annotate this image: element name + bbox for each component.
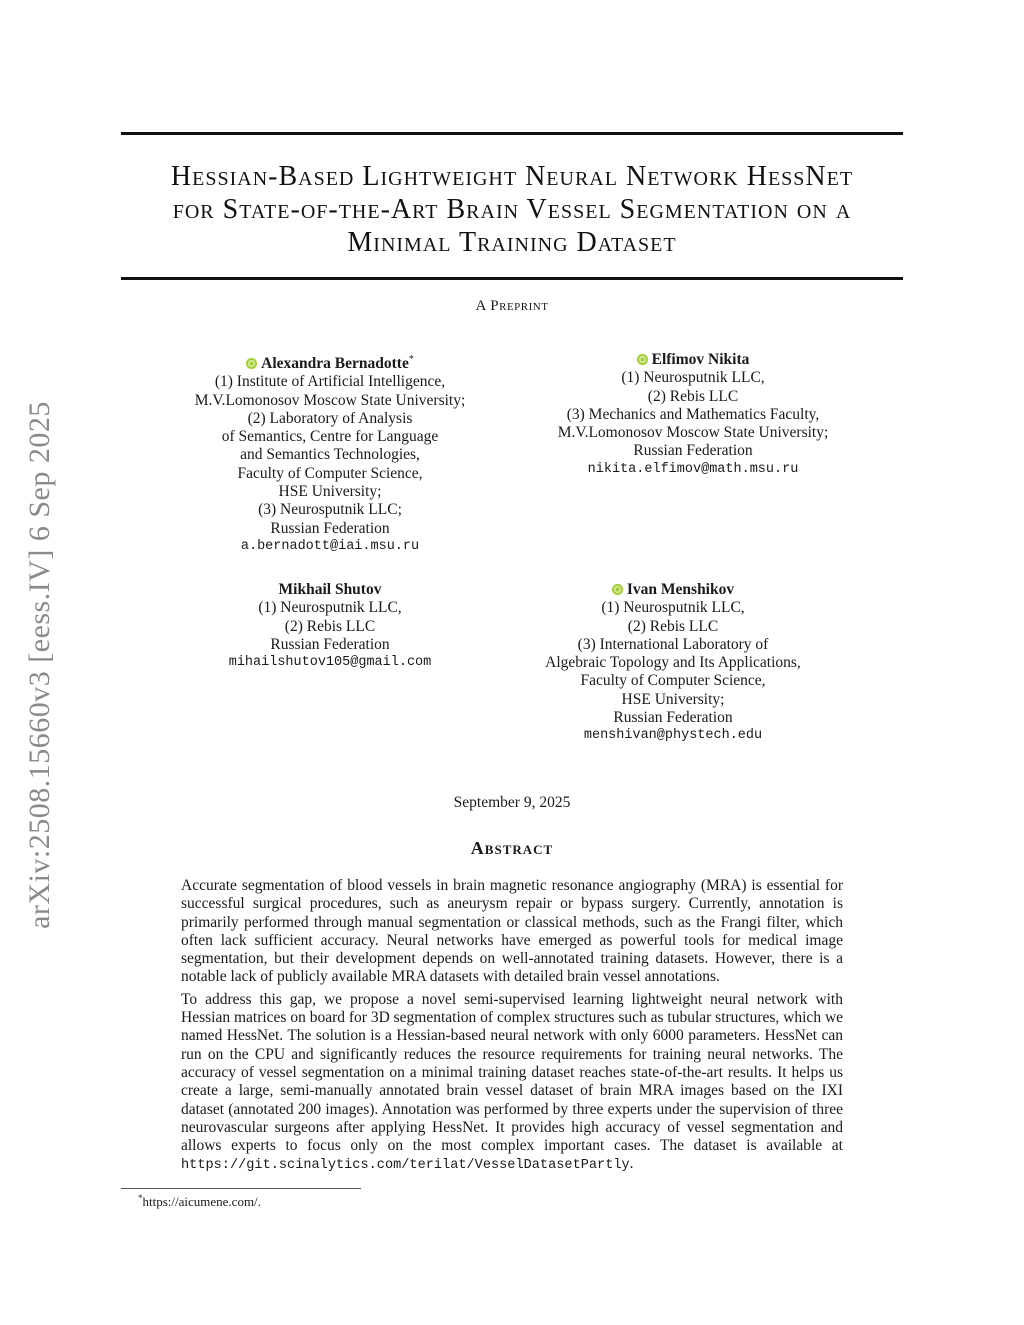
affiliation-line: HSE University;	[621, 690, 725, 708]
footnote	[138, 1193, 261, 1210]
author-block-bernadotte	[180, 351, 480, 556]
affiliation-line: (2) Rebis LLC	[647, 387, 739, 405]
paper-title	[121, 160, 903, 259]
affiliation-line: Russian Federation	[270, 519, 390, 537]
affiliation-line: (1) Neurosputnik LLC,	[258, 599, 402, 617]
abstract-paragraph: Accurate segmentation of blood vessels in brain magnetic resonance angiography (MRA) is essential for successful surgical procedures, such as aneurysm repair or bypass surgery. Currently, annotation is primarily performed through manual segmentation or classical methods, such as the Frangi filter, which often lack sufficient accuracy. Neural networks have emerged as powerful tools for medical image segmentation, but their development depends on well-annotated training datasets. However, there is a notable lack of publicly available MRA datasets with detailed brain vessel annotations.	[181, 877, 843, 986]
affiliation-line: (1) Institute of Artificial Intelligence,	[214, 373, 446, 391]
author-email[interactable]: a.bernadott@iai.msu.ru	[240, 538, 420, 554]
affiliation-line: Russian Federation	[270, 635, 390, 653]
title-rule-bottom	[121, 277, 903, 280]
author-block-shutov	[180, 581, 480, 672]
orcid-icon[interactable]	[637, 354, 648, 365]
author-name: Elfimov Nikita	[533, 351, 853, 369]
affiliation-line: Russian Federation	[613, 709, 733, 727]
affiliation-line: (3) International Laboratory of	[577, 635, 769, 653]
author-email[interactable]: mihailshutov105@gmail.com	[228, 655, 432, 671]
footnote-marker: *	[408, 354, 414, 365]
footnote-rule	[121, 1188, 361, 1189]
title-line: for State-of-the-Art Brain Vessel Segmentation on a	[172, 194, 852, 225]
affiliation-line: M.V.Lomonosov Moscow State University;	[194, 391, 466, 409]
preprint-label: A Preprint	[475, 298, 549, 314]
footnote-marker: *	[138, 1193, 143, 1203]
abstract-heading: Abstract	[470, 838, 554, 858]
title-rule-top	[121, 132, 903, 135]
affiliation-line: of Semantics, Centre for Language	[221, 428, 439, 446]
affiliation-line: (2) Rebis LLC	[284, 617, 376, 635]
orcid-icon[interactable]	[246, 358, 257, 369]
affiliation-line: Faculty of Computer Science,	[580, 672, 766, 690]
author-name: Alexandra Bernadotte*	[180, 351, 480, 373]
arxiv-identifier: arXiv:2508.15660v3 [eess.IV] 6 Sep 2025	[23, 401, 56, 929]
affiliation-line: (2) Laboratory of Analysis	[247, 409, 413, 427]
affiliation-line: Russian Federation	[633, 442, 753, 460]
orcid-icon[interactable]	[612, 584, 623, 595]
affiliation-line: (1) Neurosputnik LLC,	[601, 599, 745, 617]
publication-date: September 9, 2025	[453, 794, 571, 811]
author-name: Mikhail Shutov	[278, 581, 382, 598]
dataset-link[interactable]: https://git.scinalytics.com/terilat/VesselDatasetPartly	[181, 1158, 630, 1174]
title-line: Hessian-Based Lightweight Neural Network HessNet	[170, 161, 854, 192]
affiliation-line: HSE University;	[278, 483, 382, 501]
affiliation-line: (3) Neurosputnik LLC;	[258, 501, 402, 519]
author-email[interactable]: menshivan@phystech.edu	[583, 728, 763, 744]
affiliation-line: Faculty of Computer Science,	[237, 464, 423, 482]
affiliation-line: (3) Mechanics and Mathematics Faculty,	[566, 405, 820, 423]
author-block-elfimov	[533, 351, 853, 479]
affiliation-line: Algebraic Topology and Its Applications,	[545, 654, 801, 672]
author-name: Ivan Menshikov	[513, 581, 833, 599]
footnote-link[interactable]: https://aicumene.com/.	[142, 1194, 261, 1209]
title-line: Minimal Training Dataset	[347, 227, 677, 258]
author-block-menshikov	[513, 581, 833, 746]
abstract-body	[181, 877, 843, 1180]
affiliation-line: M.V.Lomonosov Moscow State University;	[557, 424, 829, 442]
abstract-paragraph: To address this gap, we propose a novel semi-supervised learning lightweight neural network with Hessian matrices on board for 3D segmentation of complex structures such as tubular structures, which we named HessNet. The solution is a Hessian-based neural network with only 6000 parameters. HessNet can run on the CPU and significantly reduces the resource requirements for training neural networks. The accuracy of vessel segmentation on a minimal training dataset reaches state-of-the-art results. It helps us create a large, semi-manually annotated brain vessel dataset of brain MRA images based on the IXI dataset (annotated 200 images). Annotation was performed by three experts under the supervision of three neurovascular surgeons after applying HessNet. It provides high accuracy of vessel segmentation and allows experts to focus only on the most complex important cases. The dataset is available at https://git.scinalytics.com/terilat/VesselDatasetPartly.	[181, 990, 844, 1174]
affiliation-line: (1) Neurosputnik LLC,	[621, 369, 765, 387]
affiliation-line: (2) Rebis LLC	[627, 617, 719, 635]
author-email[interactable]: nikita.elfimov@math.msu.ru	[587, 461, 799, 477]
affiliation-line: and Semantics Technologies,	[240, 446, 420, 464]
